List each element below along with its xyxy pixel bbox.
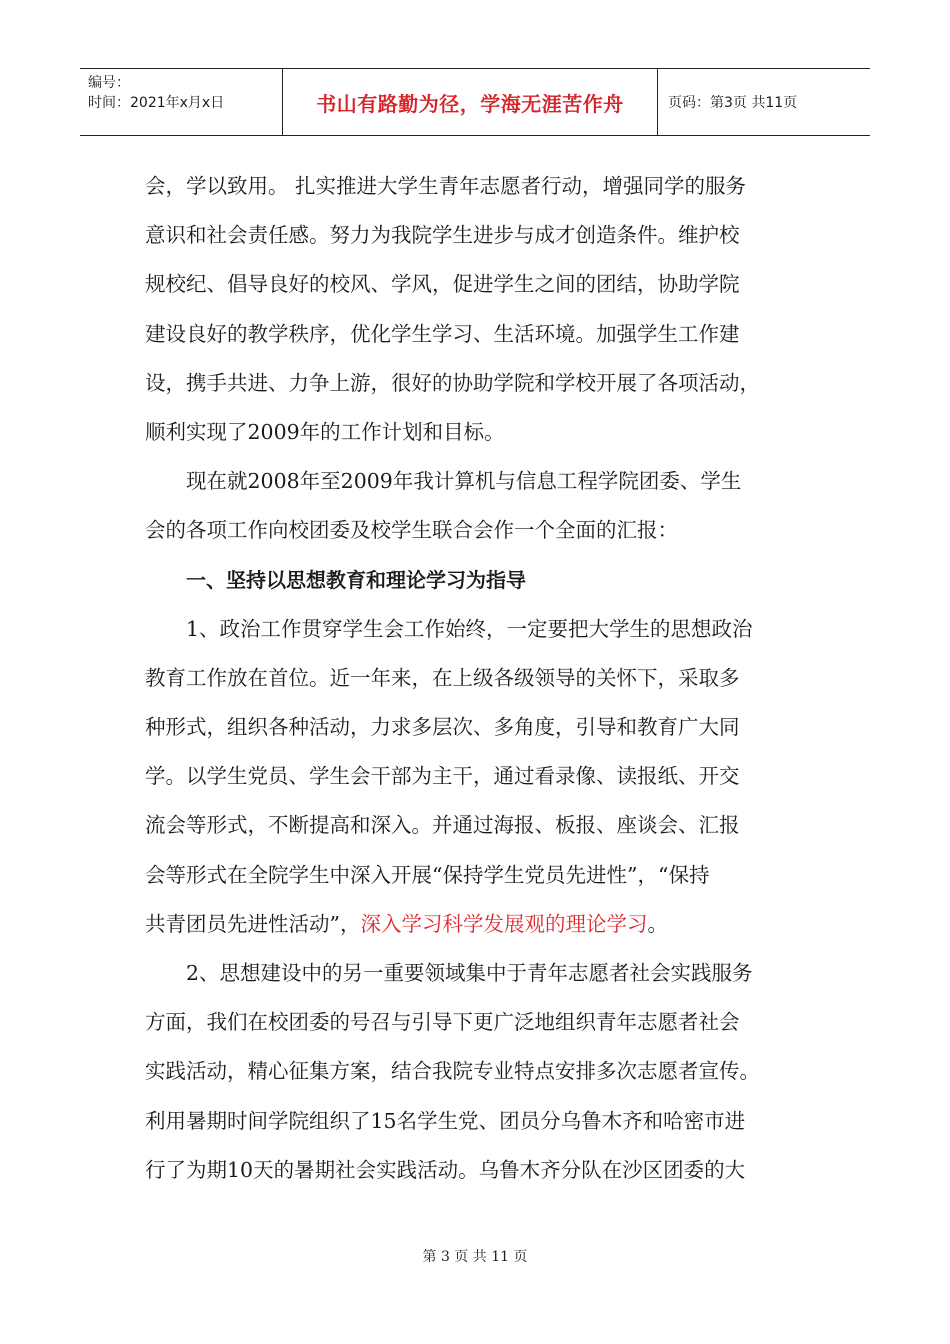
body-line: 现在就2008年至2009年我计算机与信息工程学院团委、学生 (186, 469, 742, 494)
highlighted-text: 深入学习科学发展观的理论学习 (360, 911, 648, 936)
page-header (80, 68, 870, 136)
section-heading: 一、坚持以思想教育和理论学习为指导 (186, 567, 526, 592)
body-line-mixed (145, 900, 807, 949)
document-number-label: 编号： (88, 75, 130, 91)
page-footer: 第 3 页 共 11 页 (422, 1249, 528, 1265)
body-line: 利用暑期时间学院组织了15名学生党、团员分乌鲁木齐和哈密市进 (145, 1108, 746, 1133)
body-line: 规校纪、倡导良好的校风、学风，促进学生之间的团结，协助学院 (145, 272, 740, 297)
header-motto: 书山有路勤为径，学海无涯苦作舟 (283, 69, 658, 135)
body-line: 设，携手共进、力争上游，很好的协助学院和学校开展了各项活动， (145, 370, 760, 395)
body-line: 顺利实现了2009年的工作计划和目标。 (145, 419, 505, 444)
body-line: 1、政治工作贯穿学生会工作始终，一定要把大学生的思想政治 (186, 616, 753, 641)
body-line: 会等形式在全院学生中深入开展“保持学生党员先进性”，“保持 (145, 862, 710, 887)
body-line: 流会等形式，不断提高和深入。并通过海报、板报、座谈会、汇报 (145, 813, 740, 838)
body-line: 建设良好的教学秩序，优化学生学习、生活环境。加强学生工作建 (145, 321, 740, 346)
header-page-info: 页码：第3页 共11页 (668, 95, 798, 111)
body-text-segment: 。 (647, 911, 668, 936)
body-line: 教育工作放在首位。近一年来，在上级各级领导的关怀下，采取多 (145, 665, 740, 690)
body-line: 会，学以致用。 扎实推进大学生青年志愿者行动，增强同学的服务 (145, 174, 747, 198)
body-line: 2、思想建设中的另一重要领域集中于青年志愿者社会实践服务 (186, 961, 753, 985)
body-line: 行了为期10天的暑期社会实践活动。乌鲁木齐分队在沙区团委的大 (145, 1157, 746, 1182)
body-line: 种形式，组织各种活动，力求多层次、多角度，引导和教育广大同 (145, 715, 740, 740)
body-line: 方面，我们在校团委的号召与引导下更广泛地组织青年志愿者社会 (145, 1010, 740, 1035)
header-meta (80, 69, 283, 135)
document-body (145, 162, 807, 1195)
document-date: 时间：2021年x月x日 (88, 95, 225, 111)
body-line: 会的各项工作向校团委及校学生联合会作一个全面的汇报： (145, 518, 678, 543)
body-line: 意识和社会责任感。努力为我院学生进步与成才创造条件。维护校 (145, 223, 740, 248)
body-line: 学。以学生党员、学生会干部为主干，通过看录像、读报纸、开交 (145, 764, 740, 789)
body-text-segment: 共青团员先进性活动”， (145, 911, 361, 936)
body-line: 实践活动，精心征集方案，结合我院专业特点安排多次志愿者宣传。 (145, 1059, 760, 1084)
